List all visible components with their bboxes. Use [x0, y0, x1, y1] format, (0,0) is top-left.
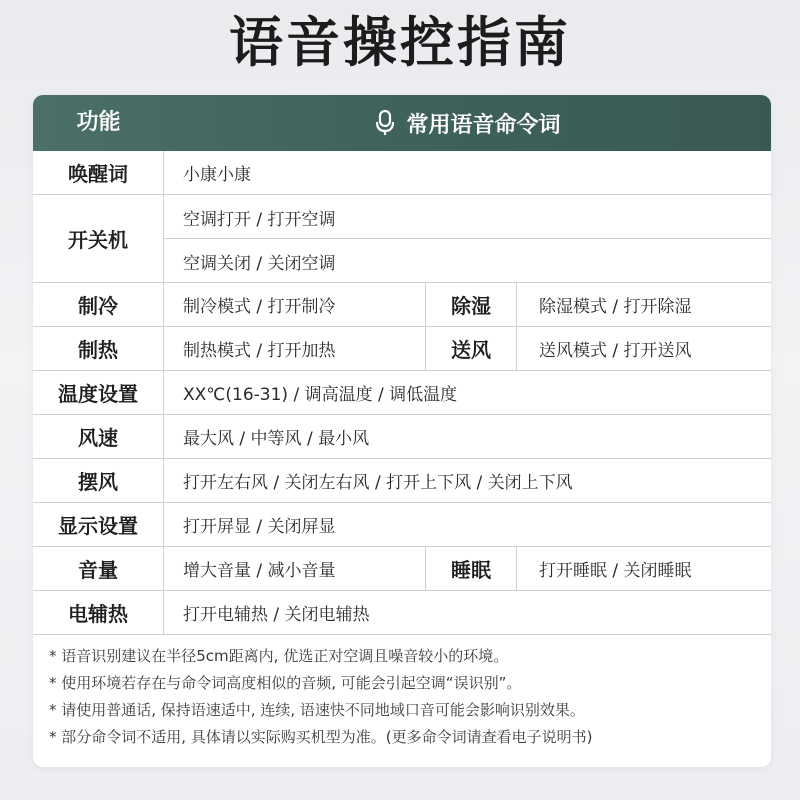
table-row-aux	[33, 591, 771, 635]
table-row-swing	[33, 459, 771, 503]
table-row-power	[33, 195, 771, 283]
cmd-aux: 打开电辅热 / 关闭电辅热	[183, 605, 370, 625]
func-sleep: 睡眠	[425, 547, 517, 590]
cmd-cool: 制冷模式 / 打开制冷	[183, 297, 336, 317]
func-cool: 制冷	[33, 283, 164, 326]
cmd-wake: 小康小康	[183, 165, 251, 185]
table-row-volume	[33, 547, 771, 591]
cmd-power-on: 空调打开 / 打开空调	[183, 209, 336, 230]
cmd-display: 打开屏显 / 关闭屏显	[183, 517, 336, 537]
microphone-icon	[374, 109, 396, 137]
table-row-wake	[33, 151, 771, 195]
cmd-volume: 增大音量 / 减小音量	[183, 561, 336, 581]
func-fan: 送风	[425, 327, 517, 370]
note-item: * 部分命令词不适用, 具体请以实际购买机型为准。(更多命令词请查看电子说明书)	[49, 728, 593, 746]
notes-list	[49, 643, 759, 751]
header-commands-label: 常用语音命令词	[406, 112, 561, 138]
page-title: 语音操控指南	[229, 11, 571, 74]
func-swing: 摆风	[33, 459, 164, 502]
table-row-speed	[33, 415, 771, 459]
cmd-swing: 打开左右风 / 关闭左右风 / 打开上下风 / 关闭上下风	[183, 473, 573, 493]
table-row-temp	[33, 371, 771, 415]
func-power: 开关机	[33, 195, 164, 282]
cmd-fan: 送风模式 / 打开送风	[539, 341, 692, 361]
note-item: * 语音识别建议在半径5cm距离内, 优选正对空调且噪音较小的环境。	[49, 647, 509, 665]
table-header	[33, 95, 771, 151]
table-row-display	[33, 503, 771, 547]
cmd-speed: 最大风 / 中等风 / 最小风	[183, 429, 370, 449]
func-volume: 音量	[33, 547, 164, 590]
func-dehumidify: 除湿	[425, 283, 517, 326]
cmd-power-off: 空调关闭 / 关闭空调	[183, 253, 336, 274]
table-row-cool	[33, 283, 771, 327]
header-function: 功能	[76, 110, 121, 135]
cmd-temp: XX℃(16-31) / 调高温度 / 调低温度	[183, 385, 458, 405]
func-display: 显示设置	[33, 503, 164, 546]
note-item: * 请使用普通话, 保持语速适中, 连续, 语速快不同地域口音可能会影响识别效果。	[49, 701, 585, 719]
cmd-dehumidify: 除湿模式 / 打开除湿	[539, 297, 692, 317]
func-aux: 电辅热	[33, 591, 164, 634]
table-row-heat	[33, 327, 771, 371]
func-heat: 制热	[33, 327, 164, 370]
func-wake: 唤醒词	[33, 151, 164, 194]
func-speed: 风速	[33, 415, 164, 458]
func-temp: 温度设置	[33, 371, 164, 414]
cmd-sleep: 打开睡眠 / 关闭睡眠	[539, 561, 692, 581]
header-commands	[164, 95, 771, 151]
cmd-heat: 制热模式 / 打开加热	[183, 341, 336, 361]
command-table-card	[33, 95, 771, 767]
note-item: * 使用环境若存在与命令词高度相似的音频, 可能会引起空调“误识别”。	[49, 674, 522, 692]
